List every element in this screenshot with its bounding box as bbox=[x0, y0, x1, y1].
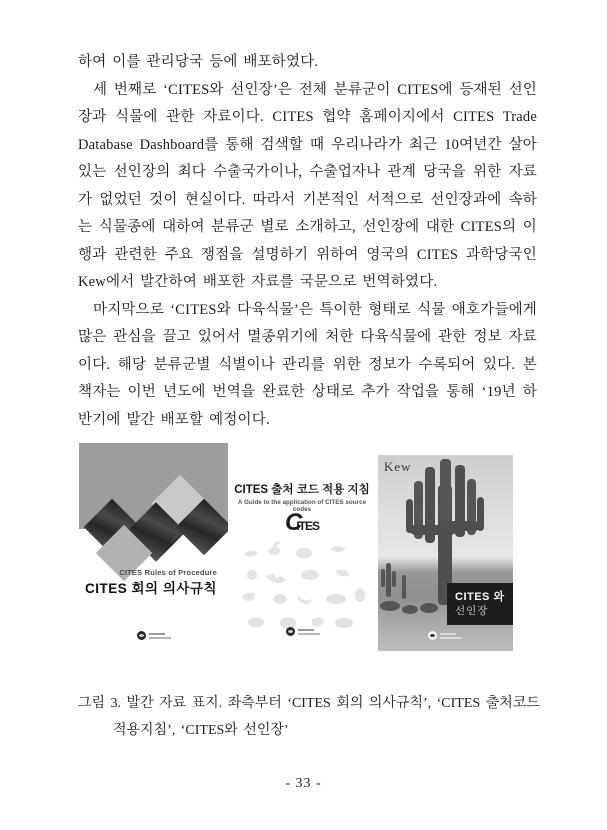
cites-logo-ites: ITES bbox=[296, 519, 319, 533]
gov-emblem-icon bbox=[286, 627, 320, 636]
gov-emblem-text-lines bbox=[149, 633, 171, 639]
cover1-english-title: CITES Rules of Procedure bbox=[119, 568, 217, 577]
gov-emblem-text-lines bbox=[440, 633, 462, 639]
cactus-arm bbox=[440, 459, 451, 521]
bush bbox=[402, 605, 418, 614]
small-cactus bbox=[386, 563, 391, 597]
paragraph-cites-succulent: 마지막으로 ‘CITES와 다육식물’은 특이한 형태로 식물 애호가들에게 많은 관심을 끌고 있어서 멸종위기에 처한 다육식물에 관한 정보 자료이다. 해당 분류군별 식별이나 관리를 위한 정보가 수록되어 있다. 본 책자는 이번 년도에 번역을 완료한 상태로 추가 작업을 통해 ‘19년 하반기에 발간 배포할 예정이다. bbox=[78, 301, 537, 428]
page-number: - 33 - bbox=[285, 776, 322, 791]
figure-caption-line2: 적용지침’, ‘CITES와 선인장’ bbox=[113, 722, 289, 738]
cover3-title-box bbox=[447, 583, 513, 625]
gov-emblem-circle-icon bbox=[137, 631, 146, 640]
cactus-branch-joint bbox=[440, 521, 480, 531]
bush bbox=[380, 601, 400, 611]
gov-emblem-text-lines bbox=[298, 629, 320, 635]
paragraph-cites-cactus: 세 번째로 ‘CITES와 선인장’은 전체 분류군이 CITES에 등재된 선인장과 식물에 관한 자료이다. CITES 협약 홈페이지에서 CITES Trade Database Dashboard를 통해 검색할 때 우리나라가 최근 10여년간 살아있는 선인장의 최다 수출국가이나, 수출업자나 관계 당국을 위한 자료가 없었던 것이 현실이다. 따라서 기본적인 서적으로 선인장과에 속하는 식물종에 대하여 분류군 별로 소개하고, 선인장에 대한 CITES의 이행과 관련한 주요 쟁점을 설명하기 위하여 영국의 CITES 과학당국인 Kew에서 발간하여 배포한 자료를 국문으로 번역하였다. bbox=[78, 81, 537, 290]
cites-logo-icon bbox=[232, 509, 372, 537]
paragraph-continuation: 하여 이를 관리당국 등에 배포하였다. bbox=[78, 54, 319, 70]
gov-emblem-icon bbox=[428, 631, 462, 640]
figure-book-covers bbox=[0, 443, 607, 651]
cites-logo-c: C bbox=[284, 509, 303, 536]
bush bbox=[420, 603, 438, 613]
gov-emblem-icon bbox=[137, 631, 171, 640]
gov-emblem-circle-icon bbox=[428, 631, 437, 640]
body-text bbox=[78, 49, 537, 434]
book-cover-rules-of-procedure bbox=[79, 443, 228, 651]
kew-publisher-logo: Kew bbox=[384, 459, 412, 474]
small-cactus-arm bbox=[392, 571, 396, 587]
cover2-korean-title: CITES 출처 코드 적용 지침 bbox=[234, 484, 370, 496]
small-cactus bbox=[402, 575, 406, 599]
cover1-korean-title: CITES 회의 의사규칙 bbox=[84, 581, 217, 596]
book-cover-cites-cactus bbox=[378, 455, 513, 651]
figure-caption bbox=[78, 691, 548, 744]
book-cover-source-codes bbox=[232, 443, 372, 651]
cover3-title-line2: 선인장 bbox=[455, 605, 489, 617]
cover3-title-line1: CITES 와 bbox=[455, 591, 505, 603]
figure-caption-line1: 그림 3. 발간 자료 표지. 좌측부터 ‘CITES 회의 의사규칙’, ‘CITES 출처코드 bbox=[78, 696, 540, 711]
small-cactus-arm bbox=[381, 569, 385, 587]
gov-emblem-circle-icon bbox=[286, 627, 295, 636]
animal-silhouettes-icon bbox=[232, 541, 372, 637]
cover2-english-subtitle: A Guide to the application of CITES source codes bbox=[237, 499, 367, 513]
